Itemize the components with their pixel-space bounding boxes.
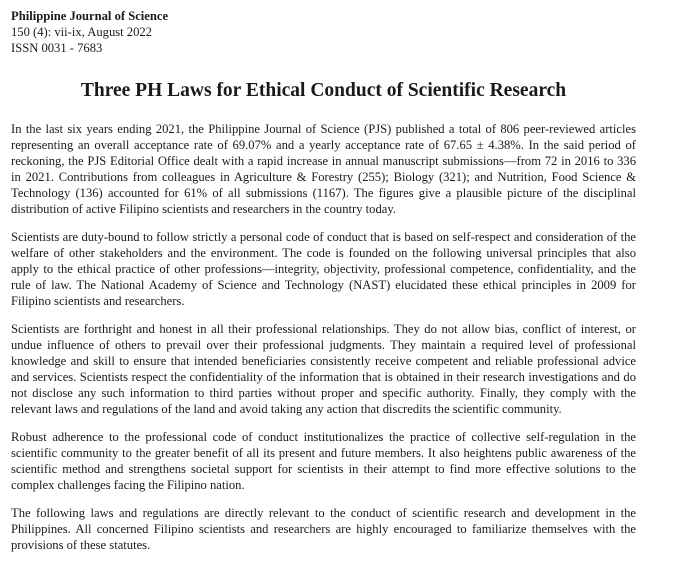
- paragraph: In the last six years ending 2021, the Philippine Journal of Science (PJS) published a total of 806 peer-reviewed articles representing an overall acceptance rate of 69.07% and a yearly acceptance rate of 67.65 ± 4.38%. In the said period of reckoning, the PJS Editorial Office dealt with a rapid increase in annual manuscript submissions—from 72 in 2016 to 336 in 2021. Contributions from colleagues in Agriculture & Forestry (255); Biology (321); and Nutrition, Food Science & Technology (136) accounted for 61% of all submissions (1167). The figures give a plausible picture of the disciplinal distribution of active Filipino scientists and researchers in the country today.: [11, 122, 636, 216]
- paragraph: Scientists are duty-bound to follow strictly a personal code of conduct that is based on self-respect and consideration of the welfare of other stakeholders and the environment. The code is founded on the following universal principles that also apply to the ethical practice of other professions—integrity, objectivity, professional competence, confidentiality, and the rule of law. The National Academy of Science and Technology (NAST) elucidated these ethical principles in 2009 for Filipino scientists and researchers.: [11, 230, 636, 308]
- journal-masthead: [11, 8, 636, 56]
- paragraph: The following laws and regulations are directly relevant to the conduct of scientific research and development in the Philippines. All concerned Filipino scientists and researchers are highly encouraged to familiarize themselves with the provisions of these statutes.: [11, 506, 636, 552]
- article-page: [11, 8, 636, 565]
- issn: ISSN 0031 - 7683: [11, 41, 103, 55]
- paragraph: Scientists are forthright and honest in all their professional relationships. They do not allow bias, conflict of interest, or undue influence of others to prevail over their professional judgments. They maintain a required level of professional knowledge and skill to ensure that intended beneficiaries consistently receive competent and reliable professional advice and services. Scientists respect the confidentiality of the information that is obtained in their research investigations and do not disclose any such information to third parties without proper and specific authority. Finally, they comply with the relevant laws and regulations of the land and avoid taking any action that discredits the scientific community.: [11, 322, 636, 416]
- article-title: Three PH Laws for Ethical Conduct of Scientific Research: [80, 80, 567, 101]
- article-body: [11, 121, 636, 553]
- volume-issue: 150 (4): vii-ix, August 2022: [11, 25, 152, 39]
- paragraph: Robust adherence to the professional code of conduct institutionalizes the practice of collective self-regulation in the scientific community to the greater benefit of all its present and future members. It also heightens public awareness of the scientific method and strengthens societal support for scientists in their attempt to find more effective solutions to the complex challenges facing the Filipino nation.: [11, 430, 636, 492]
- journal-name: Philippine Journal of Science: [11, 9, 169, 23]
